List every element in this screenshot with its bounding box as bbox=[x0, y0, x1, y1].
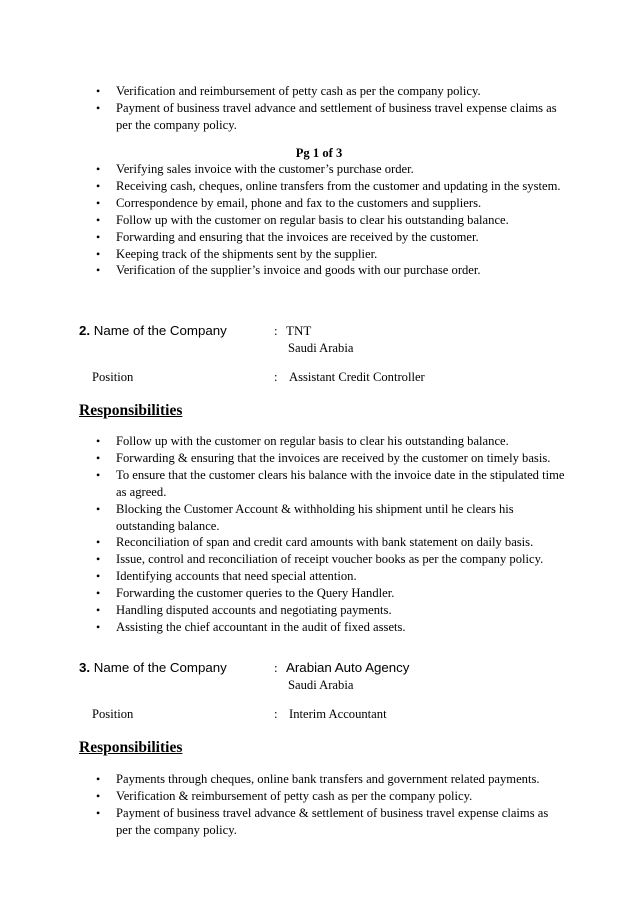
list-item bbox=[96, 534, 566, 551]
list-item-text: Payment of business travel advance & settlement of business travel expense claims as per the company policy. bbox=[116, 805, 549, 837]
list-item-text: Keeping track of the shipments sent by the supplier. bbox=[116, 246, 378, 261]
list-item-text: Correspondence by email, phone and fax to the customers and suppliers. bbox=[116, 195, 482, 210]
bullet-icon: • bbox=[96, 501, 101, 516]
list-item-text: Verification and reimbursement of petty cash as per the company policy. bbox=[116, 84, 481, 98]
bullet-icon: • bbox=[96, 84, 101, 98]
job3-name-label: Name of the Company bbox=[93, 660, 227, 675]
job2-colon: : bbox=[274, 323, 278, 338]
bullet-icon: • bbox=[96, 162, 101, 176]
job3-colon: : bbox=[274, 660, 278, 675]
list-item-text: Identifying accounts that need special attention. bbox=[116, 569, 357, 584]
list-item-text: Payment of business travel advance and settlement of business travel expense claims as per the company policy. bbox=[116, 100, 557, 132]
bullet-icon: • bbox=[96, 178, 101, 193]
list-item bbox=[96, 262, 566, 279]
bullet-icon: • bbox=[96, 569, 101, 584]
job3-position-label: Position bbox=[92, 707, 134, 721]
job3-responsibilities-heading: Responsibilities bbox=[79, 739, 183, 756]
bullet-icon: • bbox=[96, 805, 101, 820]
job2-position-label: Position bbox=[92, 370, 134, 384]
job2-responsibilities-heading: Responsibilities bbox=[79, 402, 183, 419]
list-item bbox=[96, 161, 566, 178]
list-item bbox=[96, 100, 566, 134]
job2-company-location: Saudi Arabia bbox=[288, 341, 354, 355]
duties-list-continued bbox=[96, 83, 566, 134]
list-item-text: To ensure that the customer clears his balance with the invoice date in the stipulated time as agreed. bbox=[116, 467, 565, 499]
list-item bbox=[96, 467, 566, 501]
job2-number: 2. bbox=[79, 323, 91, 338]
job3-company-name: Arabian Auto Agency bbox=[286, 660, 410, 675]
list-item bbox=[96, 568, 566, 585]
list-item-text: Follow up with the customer on regular basis to clear his outstanding balance. bbox=[116, 434, 509, 448]
job2-company-name: TNT bbox=[286, 323, 312, 338]
list-item bbox=[96, 433, 566, 450]
bullet-icon: • bbox=[96, 450, 101, 465]
bullet-icon: • bbox=[96, 100, 101, 115]
list-item-text: Forwarding and ensuring that the invoices are received by the customer. bbox=[116, 229, 479, 244]
job2-company-label bbox=[79, 323, 227, 338]
bullet-icon: • bbox=[96, 467, 101, 482]
job3-company-location: Saudi Arabia bbox=[288, 678, 354, 692]
list-item bbox=[96, 246, 566, 263]
bullet-icon: • bbox=[96, 788, 101, 803]
job2-name-label: Name of the Company bbox=[93, 323, 227, 338]
list-item bbox=[96, 450, 566, 467]
list-item-text: Payments through cheques, online bank transfers and government related payments. bbox=[116, 772, 540, 786]
list-item-text: Receiving cash, cheques, online transfers from the customer and updating in the system. bbox=[116, 178, 561, 193]
list-item-text: Verification & reimbursement of petty cash as per the company policy. bbox=[116, 788, 473, 803]
list-item bbox=[96, 229, 566, 246]
list-item-text: Forwarding the customer queries to the Query Handler. bbox=[116, 586, 395, 601]
job3-company-label bbox=[79, 660, 227, 675]
list-item-text: Issue, control and reconciliation of receipt voucher books as per the company policy. bbox=[116, 552, 544, 567]
job3-responsibilities-list bbox=[96, 771, 566, 839]
list-item-text: Verification of the supplier’s invoice and goods with our purchase order. bbox=[116, 263, 481, 278]
list-item bbox=[96, 178, 566, 195]
bullet-icon: • bbox=[96, 619, 101, 634]
job3-position-colon: : bbox=[274, 707, 278, 721]
list-item bbox=[96, 195, 566, 212]
page-marker: Pg 1 of 3 bbox=[295, 146, 343, 160]
list-item-text: Assisting the chief accountant in the audit of fixed assets. bbox=[116, 619, 406, 634]
list-item bbox=[96, 602, 566, 619]
bullet-icon: • bbox=[96, 552, 101, 567]
list-item bbox=[96, 619, 566, 636]
list-item-text: Follow up with the customer on regular basis to clear his outstanding balance. bbox=[116, 212, 509, 227]
bullet-icon: • bbox=[96, 434, 101, 448]
list-item bbox=[96, 83, 566, 100]
bullet-icon: • bbox=[96, 772, 101, 786]
list-item bbox=[96, 551, 566, 568]
list-item bbox=[96, 805, 566, 839]
job2-position-colon: : bbox=[274, 370, 278, 384]
duties-list-section1 bbox=[96, 161, 566, 279]
list-item bbox=[96, 771, 566, 788]
list-item-text: Forwarding & ensuring that the invoices are received by the customer on timely basis. bbox=[116, 450, 551, 465]
bullet-icon: • bbox=[96, 195, 101, 210]
job2-responsibilities-list bbox=[96, 433, 566, 636]
bullet-icon: • bbox=[96, 246, 101, 261]
job2-position-title: Assistant Credit Controller bbox=[289, 370, 425, 384]
bullet-icon: • bbox=[96, 212, 101, 227]
bullet-icon: • bbox=[96, 229, 101, 244]
list-item bbox=[96, 788, 566, 805]
list-item-text: Handling disputed accounts and negotiating payments. bbox=[116, 603, 392, 618]
job3-number: 3. bbox=[79, 660, 91, 675]
list-item bbox=[96, 501, 566, 535]
bullet-icon: • bbox=[96, 586, 101, 601]
list-item bbox=[96, 585, 566, 602]
bullet-icon: • bbox=[96, 263, 101, 278]
list-item bbox=[96, 212, 566, 229]
bullet-icon: • bbox=[96, 603, 101, 618]
job3-position-title: Interim Accountant bbox=[289, 707, 387, 721]
list-item-text: Reconciliation of span and credit card amounts with bank statement on daily basis. bbox=[116, 535, 534, 550]
bullet-icon: • bbox=[96, 535, 101, 550]
list-item-text: Blocking the Customer Account & withholding his shipment until he clears his outstanding balance. bbox=[116, 501, 514, 533]
list-item-text: Verifying sales invoice with the customer’s purchase order. bbox=[116, 162, 414, 176]
